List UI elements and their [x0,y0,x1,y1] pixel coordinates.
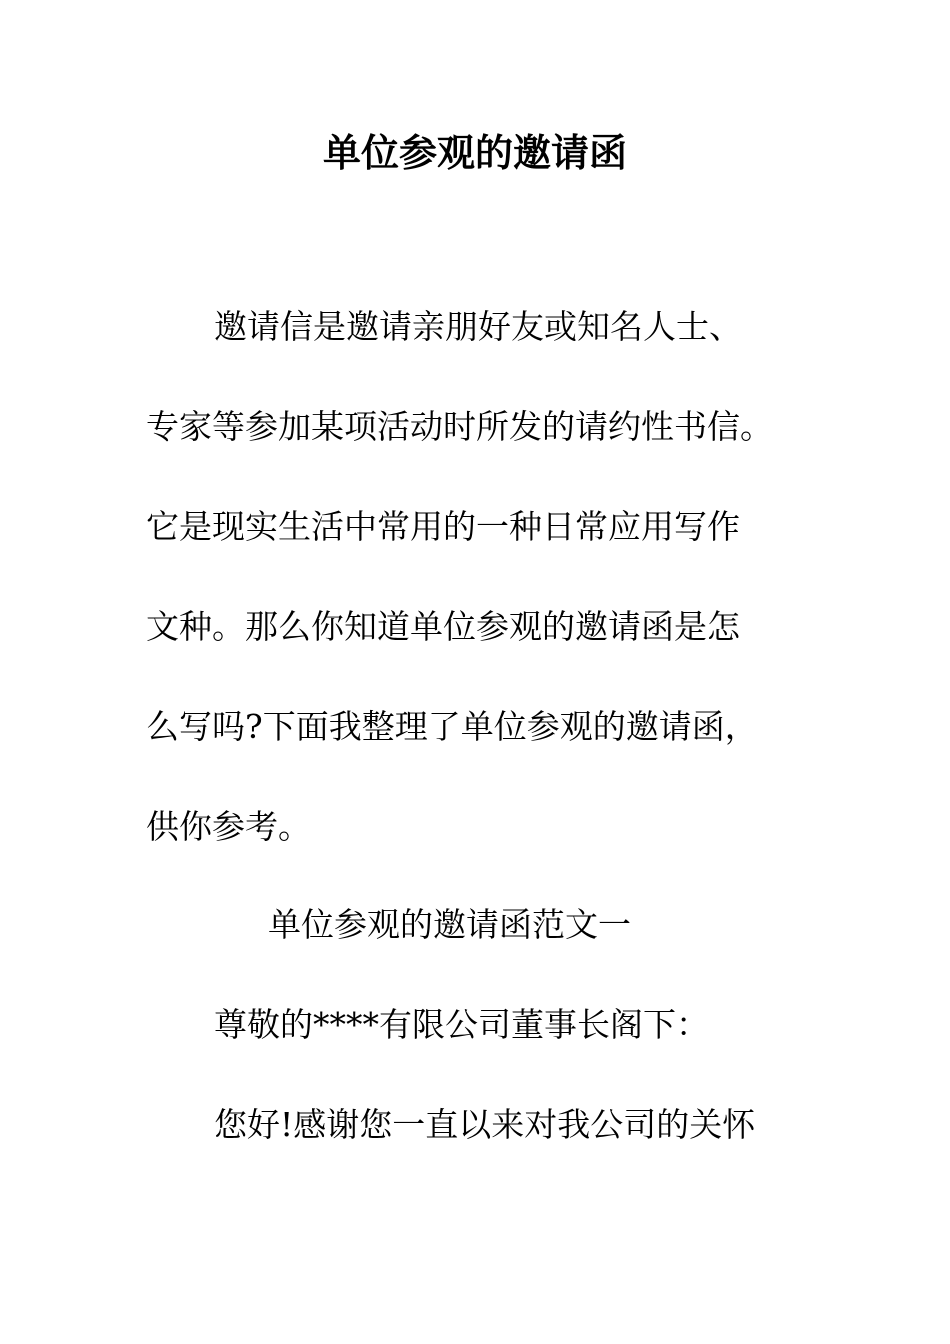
document-title: 单位参观的邀请函 [322,130,627,175]
section-heading: 单位参观的邀请函范文一 [268,905,631,944]
intro-line-1: 邀请信是邀请亲朋好友或知名人士、 [214,307,742,346]
intro-line-3: 它是现实生活中常用的一种日常应用写作 [146,507,740,546]
intro-line-2: 专家等参加某项活动时所发的请约性书信。 [146,407,773,446]
intro-line-6: 供你参考。 [146,807,311,846]
body-line-1: 您好!感谢您一直以来对我公司的关怀 [214,1105,756,1144]
intro-line-5: 么写吗?下面我整理了单位参观的邀请函， [146,707,758,746]
intro-line-4: 文种。那么你知道单位参观的邀请函是怎 [146,607,740,646]
salutation: 尊敬的****有限公司董事长阁下： [214,1005,709,1044]
